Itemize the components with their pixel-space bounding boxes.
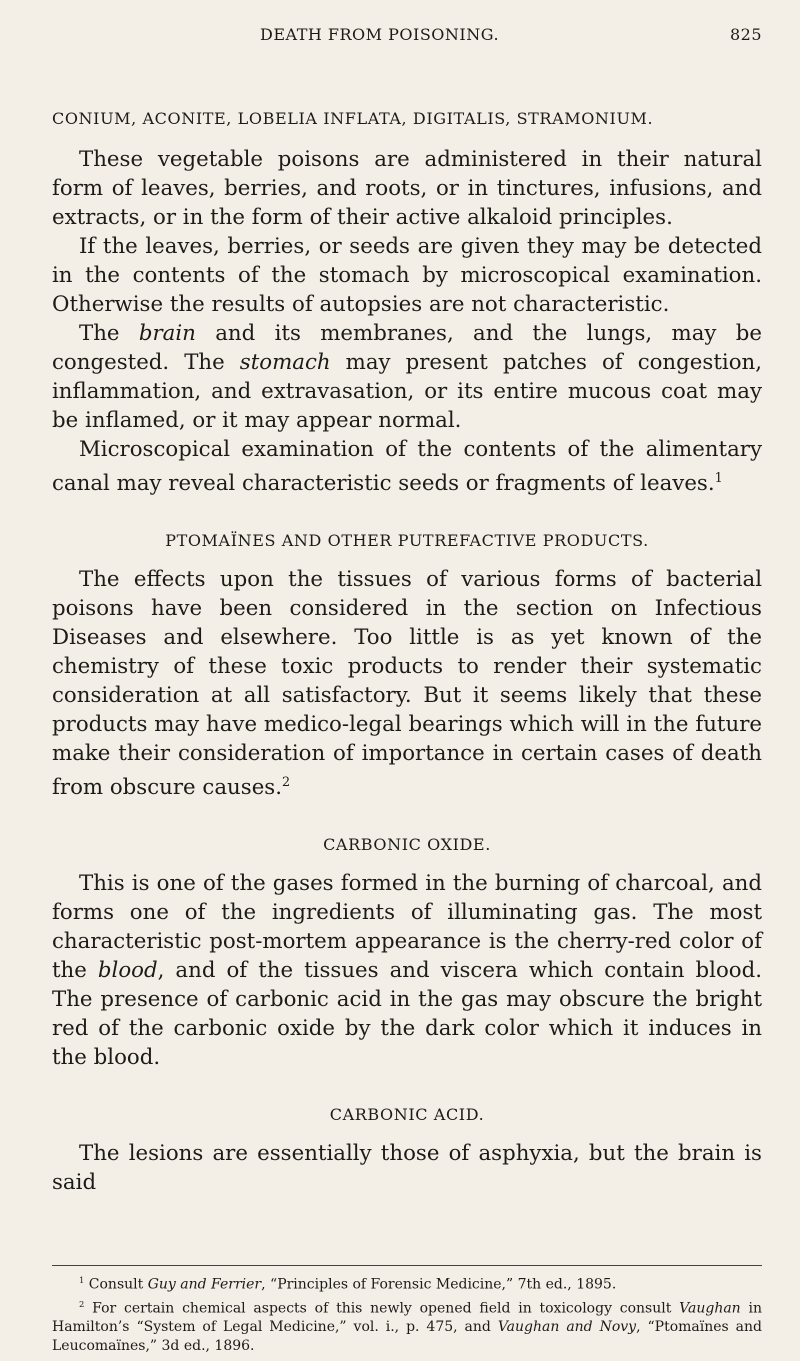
text-run: and its membranes, and the lungs, may be congested. The bbox=[52, 321, 763, 375]
emphasis-stomach: stomach bbox=[239, 350, 331, 375]
section-conium bbox=[52, 104, 762, 498]
paragraph bbox=[52, 565, 762, 802]
author-name: Vaughan bbox=[679, 1300, 741, 1317]
footnote-number: 1 bbox=[79, 1275, 85, 1285]
section-heading: CARBONIC ACID. bbox=[329, 1105, 485, 1125]
emphasis-blood: blood bbox=[97, 958, 158, 984]
paragraph: The lesions are essentially those of asphyxia, but the brain is said bbox=[52, 1141, 762, 1196]
paragraph bbox=[52, 319, 762, 435]
page-number: 825 bbox=[729, 25, 762, 44]
text-run: in Hamilton’s “System of Legal Medicine,” vol. i., p. 475, and bbox=[52, 1300, 762, 1336]
footnote-ref[interactable]: 1 bbox=[714, 471, 723, 486]
author-name: Guy and Ferrier bbox=[147, 1276, 262, 1293]
paragraph bbox=[52, 435, 762, 498]
footnote-divider bbox=[52, 1265, 762, 1266]
page-body bbox=[52, 104, 762, 1225]
text-run: The bbox=[79, 321, 139, 346]
running-head bbox=[260, 25, 762, 44]
section-heading: PTOMAÏNES AND OTHER PUTREFACTIVE PRODUCTS. bbox=[165, 531, 649, 551]
text-run: , and of the tissues and viscera which contain blood. The presence of carbonic acid in the gas may obscure the bright red of the carbonic oxide by the dark color which it induces in the blood. bbox=[52, 958, 763, 1071]
emphasis-brain: brain bbox=[138, 321, 196, 346]
section-carbonic-oxide bbox=[52, 830, 762, 1072]
footnotes bbox=[52, 1271, 762, 1356]
footnote-ref[interactable]: 2 bbox=[282, 775, 291, 791]
text-run: For certain chemical aspects of this newly opened field in toxicology consult bbox=[84, 1300, 680, 1317]
section-ptomaines bbox=[52, 526, 762, 802]
text-run: may present patches of congestion, inflammation, and extravasation, or its entire mucous coat may be inflamed, or it may appear normal. bbox=[52, 350, 762, 433]
footnote bbox=[52, 1295, 762, 1357]
paragraph: These vegetable poisons are administered in their natural form of leaves, berries, and roots, or in tinctures, infusions, and extracts, or in the form of their active alkaloid principles. bbox=[52, 147, 762, 230]
paragraph: If the leaves, berries, or seeds are given they may be detected in the contents of the stomach by microscopical examination. Otherwise the results of autopsies are not characteristic. bbox=[52, 234, 762, 317]
paragraph bbox=[52, 869, 762, 1072]
footnote bbox=[52, 1271, 762, 1295]
author-name: Vaughan and Novy bbox=[497, 1319, 637, 1336]
section-heading: CARBONIC OXIDE. bbox=[323, 835, 491, 855]
text-run: Consult bbox=[84, 1276, 148, 1293]
running-title: DEATH FROM POISONING. bbox=[260, 25, 500, 44]
text-run: , “Ptomaïnes and Leucomaïnes,” 3d ed., 1896. bbox=[52, 1319, 763, 1355]
text-run: , “Principles of Forensic Medicine,” 7th ed., 1895. bbox=[261, 1276, 617, 1293]
text-run: Microscopical examination of the contents of the alimentary canal may reveal characteristic seeds or fragments of leaves. bbox=[52, 437, 762, 497]
text-run: This is one of the gases formed in the burning of charcoal, and forms one of the ingredients of illuminating gas. The most characteristic post-mortem appearance is the cherry-red color of the bbox=[52, 871, 762, 984]
footnote-number: 2 bbox=[79, 1298, 85, 1309]
section-carbonic-acid bbox=[52, 1100, 762, 1197]
text-run: The effects upon the tissues of various forms of bacterial poisons have been considered in the section on Infectious Diseases and elsewhere. Too little is as yet known of the chemistry of these toxic products to render their systematic consideration at all satisfactory. But it seems likely that these products may have medico-legal bearings which will in the future make their consideration of importance in certain cases of death from obscure causes. bbox=[52, 567, 762, 801]
section-heading: CONIUM, ACONITE, LOBELIA INFLATA, DIGITALIS, STRAMONIUM. bbox=[52, 109, 654, 128]
